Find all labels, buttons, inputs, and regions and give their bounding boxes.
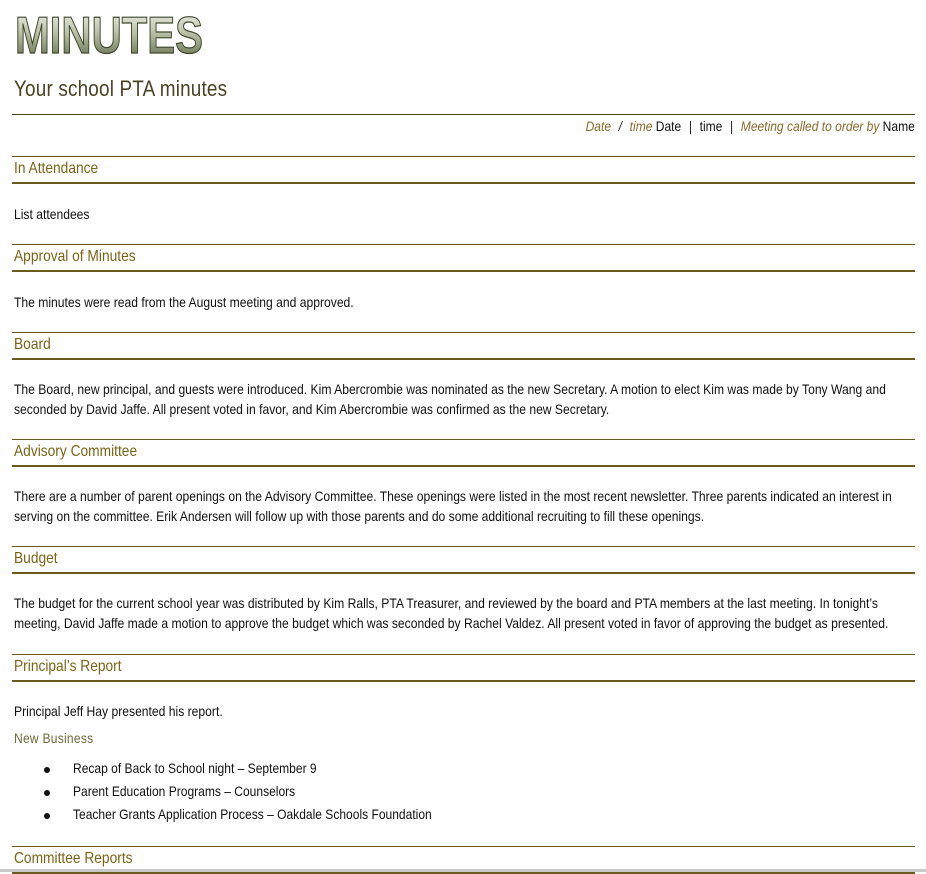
section-title: In Attendance xyxy=(14,160,99,177)
window-bottom-edge xyxy=(0,869,926,872)
masthead xyxy=(14,6,214,65)
bullet-icon xyxy=(44,790,50,796)
section-title: Approval of Minutes xyxy=(14,248,136,265)
date-value[interactable]: Date xyxy=(655,118,682,134)
section-heading xyxy=(12,332,915,360)
slash-separator: / xyxy=(618,118,623,134)
meta-separator: | xyxy=(689,118,693,134)
section-heading xyxy=(12,439,915,467)
section-approval-of-minutes xyxy=(12,244,915,312)
bullet-icon xyxy=(44,813,50,819)
section-body[interactable]: The minutes were read from the August meeting and approved. xyxy=(14,294,354,310)
section-advisory-committee xyxy=(12,439,915,526)
section-in-attendance xyxy=(12,156,915,224)
new-business-heading: New Business xyxy=(14,730,94,746)
masthead-wordart xyxy=(14,6,214,65)
section-heading xyxy=(12,156,915,184)
section-title: Principal’s Report xyxy=(14,658,122,675)
section-budget xyxy=(12,546,915,633)
meeting-meta xyxy=(586,118,915,134)
list-item-text: Teacher Grants Application Process – Oakdale Schools Foundation xyxy=(73,806,432,822)
date-label: Date xyxy=(585,118,612,134)
section-body[interactable]: The Board, new principal, and guests were introduced. Kim Abercrombie was nominated as the new Secretary. A motion to elect Kim was made by Tony Wang and seconded by David Jaffe. All present voted in favor, and Kim Abercrombie was confirmed as the new Secretary. xyxy=(14,381,886,417)
meta-separator: | xyxy=(730,118,734,134)
list-item-text: Parent Education Programs – Counselors xyxy=(73,783,296,799)
called-to-order-name[interactable]: Name xyxy=(882,118,915,134)
header-divider xyxy=(12,114,915,115)
section-heading xyxy=(12,546,915,574)
masthead-title: MINUTES xyxy=(15,7,203,65)
section-body[interactable]: Principal Jeff Hay presented his report. xyxy=(14,703,223,719)
section-title: Budget xyxy=(14,550,58,567)
document-subtitle: Your school PTA minutes xyxy=(14,76,228,101)
called-to-order-label: Meeting called to order by xyxy=(740,118,880,134)
section-heading xyxy=(12,654,915,682)
section-heading xyxy=(12,244,915,272)
section-body[interactable]: List attendees xyxy=(14,206,90,222)
section-title: Committee Reports xyxy=(14,850,133,867)
list-item-text: Recap of Back to School night – September 9 xyxy=(73,760,317,776)
time-label: time xyxy=(629,118,653,134)
section-board xyxy=(12,332,915,419)
section-body[interactable]: The budget for the current school year was distributed by Kim Ralls, PTA Treasurer, and reviewed by the board and PTA members at the last meeting. In tonight’s meeting, David Jaffe made a motion to approve the budget which was seconded by Rachel Valdez. All present voted in favor of approving the budget as presented. xyxy=(14,595,889,631)
section-title: Board xyxy=(14,336,51,353)
section-title: Advisory Committee xyxy=(14,443,138,460)
bullet-icon xyxy=(44,767,50,773)
section-principals-report xyxy=(12,654,915,721)
time-value[interactable]: time xyxy=(699,118,723,134)
section-body[interactable]: There are a number of parent openings on the Advisory Committee. These openings were listed in the most recent newsletter. Three parents indicated an interest in serving on the committee. Erik Andersen will follow up with those parents and do some additional recruiting to fill these openings. xyxy=(14,488,892,524)
